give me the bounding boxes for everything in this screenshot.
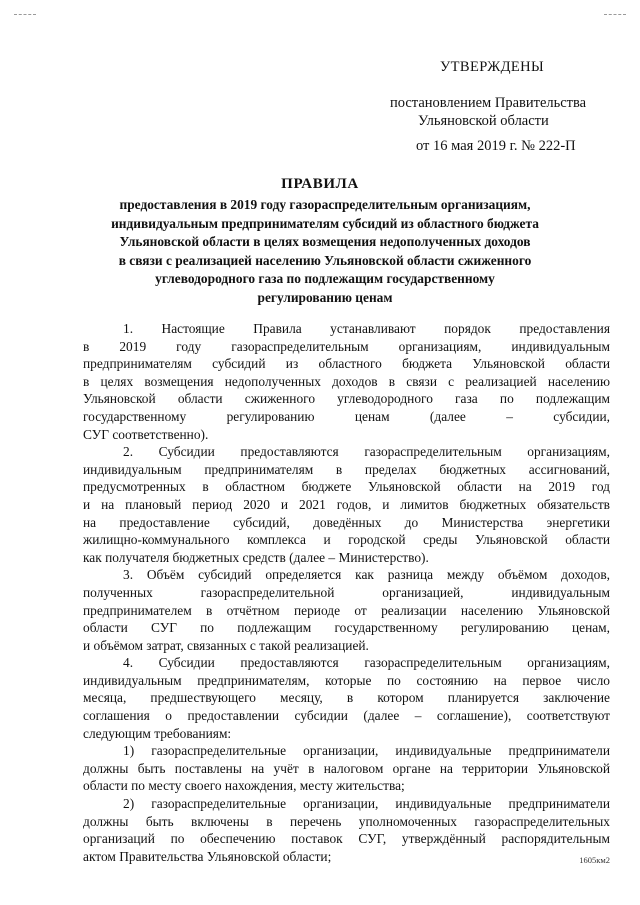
subtitle-line: регулированию ценам	[257, 289, 393, 305]
subtitle-line: предоставления в 2019 году газораспределительным организациям,	[119, 197, 531, 212]
paragraph-line: следующим требованиям:	[83, 725, 232, 741]
subtitle-line: Ульяновской области в целях возмещения недополученных доходов	[119, 234, 531, 249]
paragraph-line: индивидуальным предпринимателям в пределах бюджетных ассигнований,	[83, 461, 610, 477]
document-subtitle	[88, 196, 562, 307]
paragraph-line: соглашения о предоставлении субсидии (далее – соглашение), соответствуют	[83, 708, 610, 724]
subtitle-line: индивидуальным предпринимателям субсидий из областного бюджета	[111, 215, 539, 231]
paragraph-line: СУГ соответственно).	[83, 426, 209, 442]
paragraph-line: должны быть поставлены на учёт в налоговом органе на территории Ульяновской	[83, 760, 610, 776]
paragraph-line: и на плановый период 2020 и 2021 годов, и лимитов бюджетных обязательств	[83, 496, 610, 512]
paragraph-line: организаций по обеспечению поставок СУГ, утверждённый распорядительным	[83, 831, 610, 847]
paragraph-line: 3. Объём субсидий определяется как разница между объёмом доходов,	[123, 567, 610, 583]
paragraph-line: 1. Настоящие Правила устанавливают порядок предоставления	[123, 321, 610, 336]
paragraph-line: 1) газораспределительные организации, индивидуальные предприниматели	[123, 743, 610, 759]
paragraph-line: на предоставление субсидий, доведённых до Министерства энергетики	[83, 514, 610, 530]
scan-mark-right	[604, 14, 626, 15]
paragraph-line: предусмотренных в областном бюджете Ульяновской области на 2019 год	[83, 479, 610, 495]
paragraph-line: предпринимателям субсидий из областного бюджета Ульяновской области	[83, 356, 610, 372]
paragraph-line: и объёмом затрат, связанных с такой реализацией.	[83, 637, 369, 653]
paragraph-line: области по месту своего нахождения, месту жительства;	[83, 778, 405, 794]
paragraph-line: Ульяновской области сжиженного углеводородного газа по подлежащим	[83, 391, 610, 407]
footer-code: 1605км2	[579, 855, 610, 865]
paragraph-line: месяца, предшествующего месяцу, в котором планируется заключение	[83, 690, 610, 706]
document-title: ПРАВИЛА	[281, 176, 359, 192]
paragraph-line: 4. Субсидии предоставляются газораспределительным организациям,	[123, 655, 610, 671]
paragraph-line: жилищно-коммунального комплекса и городской среды Ульяновской области	[83, 532, 610, 548]
approval-title: УТВЕРЖДЕНЫ	[440, 59, 545, 75]
paragraph	[83, 443, 610, 566]
paragraph-line: 2. Субсидии предоставляются газораспределительным организациям,	[123, 444, 610, 460]
paragraph-line: государственному регулированию ценам (далее – субсидии,	[83, 408, 610, 424]
approval-region-line: Ульяновской области	[418, 113, 549, 129]
paragraph-line: полученных газораспределительной организацией, индивидуальным	[83, 584, 610, 600]
paragraph-line: актом Правительства Ульяновской области;	[83, 848, 332, 864]
paragraph-line: должны быть включены в перечень уполномоченных газораспределительных	[83, 813, 610, 829]
paragraph-line: индивидуальным предпринимателям, которые по состоянию на первое число	[83, 672, 610, 688]
document-body	[83, 320, 610, 865]
paragraph	[83, 795, 610, 865]
subtitle-line: углеводородного газа по подлежащим государственному	[155, 271, 495, 286]
paragraph	[83, 742, 610, 795]
paragraph-line: в целях возмещения недополученных доходов в связи с реализацией населению	[83, 373, 610, 389]
approval-decree-line: постановлением Правительства	[390, 95, 587, 111]
paragraph	[83, 566, 610, 654]
paragraph-line: как получателя бюджетных средств (далее – Министерство).	[83, 549, 429, 565]
scan-mark-left	[14, 14, 36, 15]
paragraph-line: предпринимателем в отчётном периоде от реализации населению Ульяновской	[83, 602, 610, 618]
paragraph-line: области СУГ по подлежащим государственному регулированию ценам,	[83, 620, 610, 636]
approval-date: от 16 мая 2019 г. № 222-П	[416, 138, 576, 154]
paragraph-line: в 2019 году газораспределительным организациям, индивидуальным	[83, 338, 610, 354]
subtitle-line: в связи с реализацией населению Ульяновской области сжиженного	[118, 252, 532, 268]
paragraph	[83, 320, 610, 443]
paragraph-line: 2) газораспределительные организации, индивидуальные предприниматели	[123, 796, 610, 812]
paragraph	[83, 654, 610, 742]
